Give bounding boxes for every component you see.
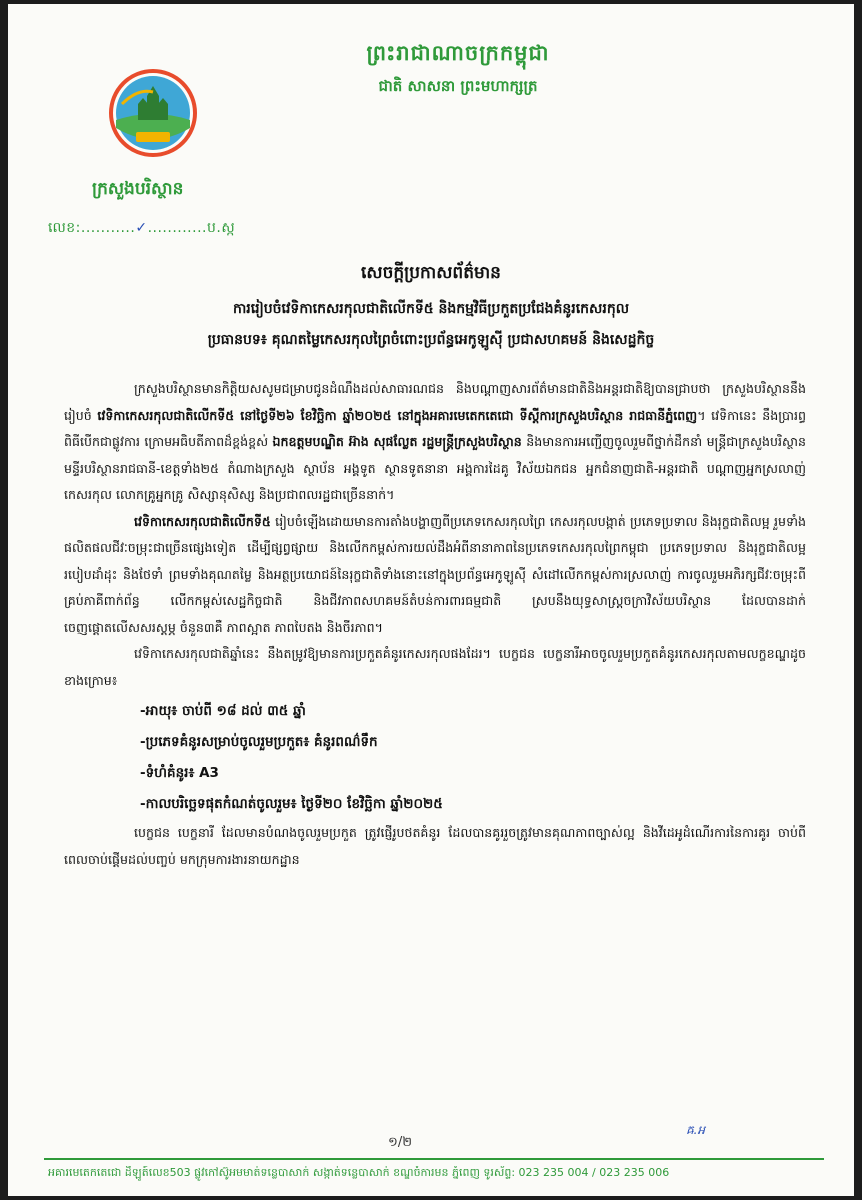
paragraph-1-minister: ឯកឧត្តមបណ្ឌិត អ៊ាង សុផល្លែត រដ្ឋមន្ត្រីក្រសួងបរិស្ថាន	[272, 434, 522, 449]
paragraph-1-text-e: និងមានការអញ្ជើញចូលរួមពីថ្នាក់ដឹកនាំ មន្ត្រីជាក្រសួងបរិស្ថាន មន្ទីរបរិស្ថានរាជធានី-ខេត្តទាំង២៥ តំណាងក្រសួង ស្ថាប័ន អង្គទូត ស្ថានទូតនានា អង្គការដៃគូ វិស័យឯកជន អ្នកជំនាញជាតិ-អន្តរជាតិ បណ្តាញអ្នកស្រលាញ់កេសរកុល លោកគ្រូអ្នកគ្រូ សិស្សានុសិស្ស និងប្រជាពលរដ្ឋជាច្រើននាក់។	[64, 434, 807, 502]
list-item: -កាលបរិច្ឆេទផុតកំណត់ចូលរួម៖ ថ្ងៃទី២០ ខែវិច្ឆិកា ឆ្នាំ២០២៥	[140, 796, 443, 812]
paragraph-2-text: រៀបចំឡើងដោយមានការតាំងបង្ហាញពីប្រភេទកេសរកុលព្រៃ កេសរកុលបង្កាត់ ប្រភេទប្រទាល និងរុក្ខជាតិលម្អ រួមទាំងផលិតផលជីវៈចម្រុះជាច្រើនផ្សេងទៀត ដើម្បីផ្សព្វផ្សាយ និងលើកកម្ពស់ការយល់ដឹងអំពីនានាភាពនៃប្រភេទកេសរកុលព្រៃកម្ពុជា ប្រភេទប្រទាល និងរុក្ខជាតិលម្អ របៀបដាំដុះ និងថែទាំ ព្រមទាំងគុណតម្លៃ និងអត្ថប្រយោជន៍នៃរុក្ខជាតិទាំងនោះនៅក្នុងប្រព័ន្ធអេកូឡូស៊ី សំដៅលើកកម្ពស់ការស្រលាញ់ ការចូលរួមអភិរក្សជីវៈចម្រុះពីគ្រប់ភាគីពាក់ព័ន្ធ លើកកម្ពស់សេដ្ឋកិច្ចជាតិ និងជីវភាពសហគមន៍តំបន់ការពារធម្មជាតិ ស្របនឹងយុទ្ធសាស្ត្រចក្រាវិស័យបរិស្ថាន ដែលបានដាក់ចេញផ្តោតលើសសរស្តម្ភ ចំនួន៣គឺ ភាពស្អាត ភាពបៃតង និងចីរភាព។	[64, 513, 806, 635]
footer-address: អគារមេតេកតេជោ ដីឡូត៍លេខ503 ផ្លូវកៅស៊ូអមមាត់ទន្លេបាសាក់ សង្កាត់ទន្លេបាសាក់ ខណ្ឌចំការមន ភ្នំពេញ ទូរស័ព្ទ: 023 235 004 / 023 235 006	[48, 1166, 670, 1179]
announcement-theme: ប្រធានបទ៖ គុណតម្លៃកេសរកុលព្រៃចំពោះប្រព័ន្ធអេកូឡូស៊ី ប្រជាសហគមន៍ និងសេដ្ឋកិច្ច	[207, 332, 655, 348]
paragraph-2-event-name: វេទិកាកេសរកុលជាតិលើកទី៥	[134, 513, 271, 529]
ministry-emblem-icon	[108, 68, 198, 158]
document-page	[8, 4, 854, 1196]
paragraph-1-event-details: វេទិកាកេសរកុលជាតិលើកទី៥ នៅថ្ងៃទី២៦ ខែវិច្ឆិកា ឆ្នាំ២០២៥ នៅក្នុងអគារមេតេកតេជោ ទីស្តីការក្រសួងបរិស្ថាន រាជធានីភ្នំពេញ	[97, 407, 698, 423]
list-item: -អាយុ៖ ចាប់ពី ១៨ ដល់ ៣៥ ឆ្នាំ	[140, 703, 306, 719]
paragraph-1-text-c: ។ វេទិកានេះ នឹងប្រារព្ធពិធីបើកជាផ្លូវការ ក្រោមអធិបតីភាពដ៏ខ្ពង់ខ្ពស់	[64, 407, 806, 449]
contest-conditions-list	[140, 696, 806, 820]
paragraph-2	[64, 509, 806, 642]
national-motto: ជាតិ សាសនា ព្រះមហាក្សត្រ	[378, 77, 538, 95]
announcement-subject: ការរៀបចំវេទិកាកេសរកុលជាតិលើកទី៥ និងកម្មវិធីប្រកួតប្រជែងគំនូរកេសរកុល	[232, 301, 630, 317]
letterhead-kingdom	[308, 40, 608, 99]
ministry-name: ក្រសួងបរិស្ថាន	[92, 179, 184, 199]
checkmark-icon: ✓	[135, 220, 148, 236]
reference-suffix: ............ប.ស្ក	[147, 220, 236, 236]
list-item: -ប្រភេទគំនូរសម្រាប់ចូលរួមប្រកួត៖ គំនូរពណ៌ទឹក	[140, 734, 378, 750]
announcement-body	[64, 376, 806, 873]
handwritten-initials: ឝ.អ	[686, 1123, 706, 1137]
paragraph-3: វេទិកាកេសរកុលជាតិឆ្នាំនេះ នឹងតម្រូវឱ្យមានការប្រកួតគំនូរកេសរកុលផងដែរ។ បេក្ខជន បេក្ខនារីអាចចូលរួមប្រកួតគំនូរកេសរកុលតាមលក្ខខណ្ឌដូចខាងក្រោម៖	[64, 646, 806, 688]
page-number: ១/២	[388, 1135, 413, 1150]
reference-prefix: លេខ:...........	[48, 220, 136, 236]
kingdom-title: ព្រះរាជាណាចក្រកម្ពុជា	[366, 41, 550, 65]
paragraph-4: បេក្ខជន បេក្ខនារី ដែលមានបំណងចូលរួមប្រកួត ត្រូវផ្ញើរូបថតគំនូរ ដែលបានគូររួចត្រូវមានគុណភាពច្បាស់ល្អ និងវីដេអូដំណើរការនៃការគូរ ចាប់ពីពេលចាប់ផ្តើមដល់បញ្ចប់ មកក្រុមការងារនាយកដ្ឋាន	[64, 825, 806, 867]
footer-divider	[44, 1158, 824, 1160]
announcement-heading: សេចក្តីប្រកាសព័ត៌មាន	[361, 263, 501, 283]
paragraph-1-text-a: ក្រសួងបរិស្ថានមានកិត្តិយសសូមជម្រាបជូនដំណឹងដល់សាធារណជន និងបណ្តាញសារព័ត៌មានជាតិនិងអន្តរជាតិឱ្យបានជ្រាបថា ក្រសួងបរិស្ថាននឹងរៀបចំ	[64, 381, 806, 423]
announcement-title-block	[38, 262, 824, 351]
reference-number	[48, 218, 235, 239]
list-item: -ទំហំគំនូរ៖ A3	[140, 765, 219, 781]
paragraph-1	[64, 376, 806, 509]
